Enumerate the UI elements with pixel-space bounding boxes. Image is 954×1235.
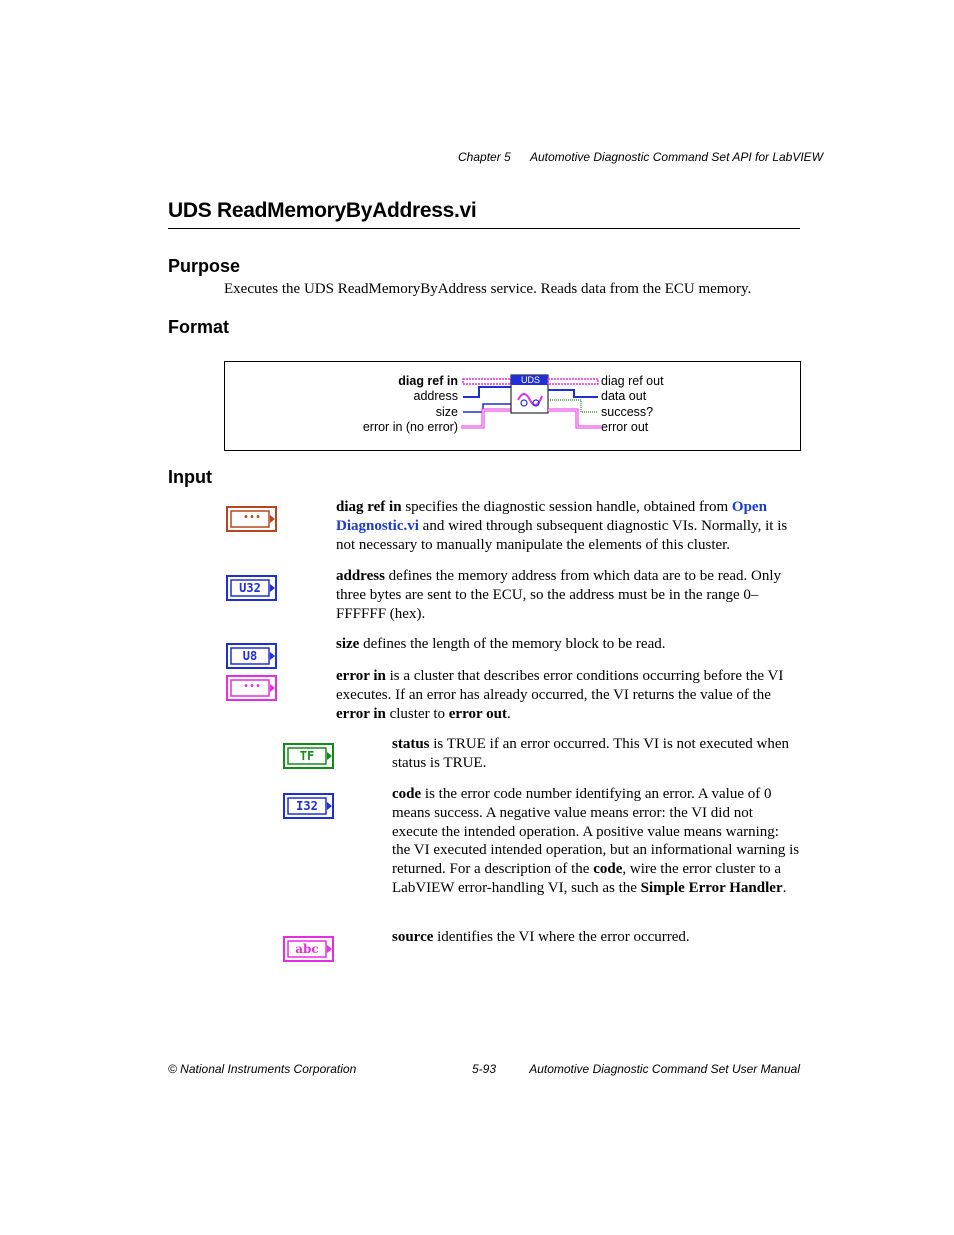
- terminal-data-out: data out: [601, 389, 647, 403]
- header-chapter-title: Automotive Diagnostic Command Set API for LabVIEW: [530, 150, 824, 164]
- terminal-diag-ref-in: diag ref in: [398, 374, 458, 388]
- status-description: [392, 735, 800, 773]
- error-in-text-3: .: [506, 705, 511, 722]
- title-rule: [168, 228, 800, 229]
- header-chapter: Chapter 5: [458, 150, 511, 164]
- source-text: identifies the VI where the error occurred.: [433, 929, 690, 945]
- footer-left: © National Instruments Corporation: [168, 1062, 357, 1076]
- diag-ref-in-term: diag ref in: [336, 499, 402, 515]
- cluster-icon-label: •••: [242, 513, 261, 524]
- error-cluster-icon: [226, 675, 277, 706]
- string-icon-label: abc: [295, 942, 319, 956]
- wire-data-out: [548, 390, 598, 397]
- purpose-heading: Purpose: [168, 256, 241, 276]
- vi-icon-label: UDS: [520, 375, 540, 385]
- string-icon: [283, 936, 334, 967]
- wire-diag-ref-in: [463, 379, 511, 384]
- size-term: size: [336, 636, 360, 652]
- i32-icon-label: I32: [296, 799, 318, 813]
- terminal-diag-ref-out: diag ref out: [601, 374, 664, 388]
- error-in-bold-1: error in: [336, 705, 386, 722]
- open-diagnostic-link[interactable]: Open Diagnostic.vi: [336, 499, 767, 534]
- source-description: [392, 928, 800, 947]
- wire-error-out-core: [548, 410, 601, 427]
- terminal-address: address: [413, 389, 458, 403]
- code-bold-1: code: [593, 861, 623, 878]
- cluster-icon: [226, 506, 277, 537]
- error-in-text-2: cluster to: [385, 705, 449, 722]
- code-text-3: .: [782, 879, 787, 896]
- wire-address: [463, 387, 511, 397]
- connector-pane-diagram: [224, 361, 801, 451]
- purpose-text: Executes the UDS ReadMemoryByAddress service. Reads data from the ECU memory.: [224, 281, 752, 297]
- code-description: [392, 785, 800, 898]
- error-in-description: [336, 667, 800, 723]
- boolean-icon: [283, 743, 334, 774]
- wire-diag-ref-out: [548, 379, 598, 384]
- source-term: source: [392, 929, 434, 945]
- wire-error-out: [548, 410, 601, 427]
- terminal-size: size: [435, 405, 458, 419]
- status-term: status: [392, 736, 430, 752]
- terminal-error-out: error out: [601, 420, 649, 434]
- address-text: defines the memory address from which data are to be read. Only three bytes are sent to the ECU, so the address must be in the range 0–FFFFFF (hex).: [336, 568, 782, 622]
- status-text: is TRUE if an error occurred. This VI is not executed when status is TRUE.: [392, 736, 790, 771]
- address-term: address: [336, 568, 385, 584]
- size-description: [336, 635, 800, 654]
- code-bold-2: Simple Error Handler: [640, 879, 783, 896]
- code-text-2: , wire the error cluster to a LabVIEW error-handling VI, such as the: [392, 861, 782, 896]
- u32-icon: [226, 575, 277, 606]
- code-text-1: is the error code number identifying an error. A value of 0 means success. A negative value means error: the VI did not execute the intended operation. A positive value means warning: the VI executed intended operation, but an informational warning is returned. For a description of the: [392, 786, 800, 878]
- page-title: UDS ReadMemoryByAddress.vi: [168, 199, 477, 222]
- diag-ref-in-description: [336, 498, 800, 554]
- error-in-term: error in: [336, 668, 386, 684]
- diag-ref-in-text-1: specifies the diagnostic session handle, obtained from: [401, 499, 732, 515]
- i32-icon: [283, 793, 334, 824]
- u8-icon: [226, 643, 277, 674]
- error-cluster-icon-label: •••: [242, 682, 261, 693]
- footer-right: Automotive Diagnostic Command Set User Manual: [529, 1062, 800, 1076]
- terminal-error-in: error in (no error): [362, 420, 458, 434]
- size-text: defines the length of the memory block to be read.: [359, 636, 666, 652]
- error-in-bold-2: error out: [448, 705, 507, 722]
- page-number: 5-93: [472, 1062, 497, 1076]
- code-term: code: [392, 786, 422, 802]
- u8-icon-label: U8: [242, 649, 258, 663]
- input-heading: Input: [168, 467, 212, 487]
- terminal-success: success?: [601, 405, 654, 419]
- format-heading: Format: [168, 317, 230, 337]
- error-in-text-1: is a cluster that describes error conditions occurring before the VI executes. If an error has already occurred, the VI returns the value of the: [336, 668, 784, 703]
- u32-icon-label: U32: [239, 581, 261, 595]
- boolean-icon-label: TF: [299, 749, 315, 763]
- diag-ref-in-text-2: and wired through subsequent diagnostic VIs. Normally, it is not necessary to manually manipulate the elements of this cluster.: [336, 517, 788, 553]
- address-description: [336, 567, 800, 623]
